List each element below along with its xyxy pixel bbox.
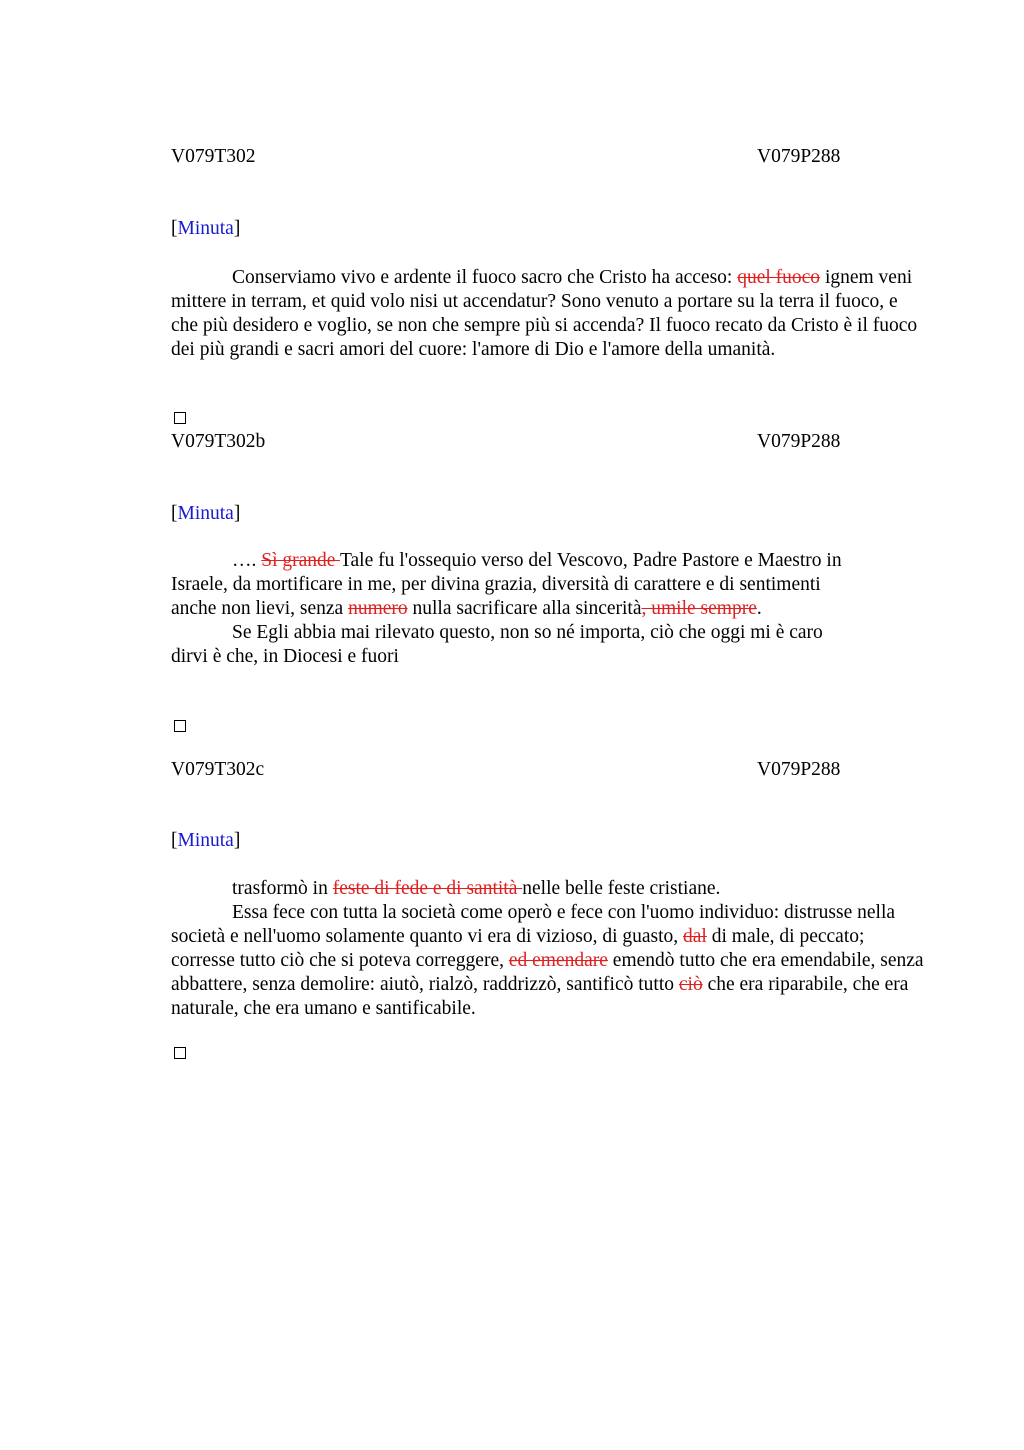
deleted-text: Sì grande xyxy=(261,550,340,571)
deleted-text: , umile sempre xyxy=(641,598,757,619)
bracket-close: ] xyxy=(233,218,241,239)
minuta-link[interactable]: Minuta xyxy=(177,218,234,239)
text-run: ignem veni mittere in terram, et quid volo nisi ut accendatur? Sono venuto a portare su la terra il fuoco, e che più desidero e voglio, se non che sempre più si accenda? Il fuoco recato da Cristo è il fuoco dei più grandi e sacri amori del cuore: l'amore di Dio e l'amore della umanità. xyxy=(171,267,918,360)
bracket-open: [ xyxy=(171,830,178,851)
section-1-minuta-label xyxy=(171,218,240,240)
text-run: nelle belle feste cristiane. xyxy=(522,878,721,899)
text-run: trasformò in xyxy=(232,878,333,899)
section-2-text xyxy=(171,549,847,669)
deleted-text: ciò xyxy=(678,974,703,995)
section-1-id-left: V079T302 xyxy=(171,146,256,167)
text-run: di male, di peccato; corresse tutto ciò che si poteva correggere, xyxy=(171,926,865,971)
text-run: …. xyxy=(232,550,262,571)
paragraph xyxy=(171,266,921,362)
deleted-text: numero xyxy=(348,598,408,619)
section-2-minuta-label xyxy=(171,503,240,525)
paragraph xyxy=(171,877,931,901)
deleted-text: feste di fede e di santità xyxy=(332,878,523,899)
section-1-id-right: V079P288 xyxy=(757,146,841,167)
minuta-link[interactable]: Minuta xyxy=(177,830,234,851)
deleted-text: dal xyxy=(683,926,707,947)
section-3-text xyxy=(171,877,931,1021)
checkbox-3[interactable] xyxy=(174,1047,186,1059)
section-2-id-right: V079P288 xyxy=(757,431,841,452)
minuta-link[interactable]: Minuta xyxy=(177,503,234,524)
deleted-text: ed emendare xyxy=(508,950,608,971)
section-3-id-left: V079T302c xyxy=(171,759,265,780)
text-run: Essa fece con tutta la società come operò e fece con l'uomo individuo: distrusse nella società e nell'uomo solamente quanto vi era di vizioso, di guasto, xyxy=(171,902,896,947)
bracket-close: ] xyxy=(233,503,241,524)
section-3-minuta-label xyxy=(171,830,240,852)
paragraph xyxy=(171,549,847,621)
section-2-id-left: V079T302b xyxy=(171,431,266,452)
section-3-id-right: V079P288 xyxy=(757,759,841,780)
text-run: nulla sacrificare alla sincerità xyxy=(407,598,642,619)
checkbox-1[interactable] xyxy=(174,412,186,424)
text-run: . xyxy=(756,598,762,619)
text-run: Tale fu l'ossequio verso del Vescovo, Padre Pastore e Maestro in Israele, da mortificare in me, per divina grazia, diversità di carattere e di sentimenti anche non lievi, senza xyxy=(171,550,842,619)
bracket-close: ] xyxy=(233,830,241,851)
text-run: che era riparabile, che era naturale, che era umano e santificabile. xyxy=(171,974,909,1019)
text-run: emendò tutto che era emendabile, senza abbattere, senza demolire: aiutò, rialzò, raddrizzò, santificò tutto xyxy=(171,950,924,995)
text-run: Conserviamo vivo e ardente il fuoco sacro che Cristo ha acceso: xyxy=(232,267,738,288)
bracket-open: [ xyxy=(171,503,178,524)
paragraph xyxy=(171,901,931,1021)
section-1-text xyxy=(171,266,921,362)
checkbox-2[interactable] xyxy=(174,720,186,732)
paragraph: Se Egli abbia mai rilevato questo, non so né importa, ciò che oggi mi è caro dirvi è che, in Diocesi e fuori xyxy=(171,622,823,667)
bracket-open: [ xyxy=(171,218,178,239)
deleted-text: quel fuoco xyxy=(737,267,821,288)
